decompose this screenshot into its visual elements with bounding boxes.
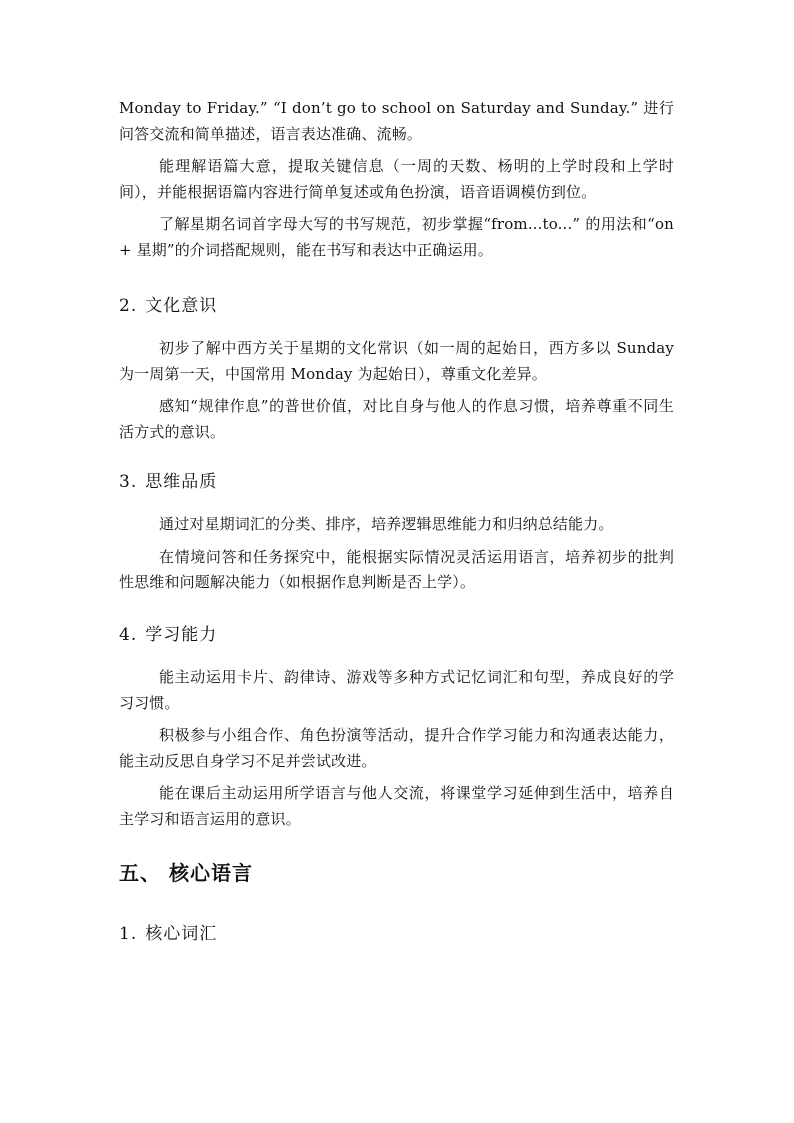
thinking-section	[119, 470, 674, 603]
core-language-heading: 五、 核心语言	[119, 861, 253, 885]
core-vocabulary-heading	[119, 922, 674, 946]
learning-section	[119, 623, 674, 839]
culture-heading-number: 2.	[119, 296, 138, 316]
culture-paragraph-2: 感知“规律作息”的普世价值，对比自身与他人的作息习惯，培养尊重不同生活方式的意识。	[119, 397, 674, 441]
core-vocabulary-section	[119, 922, 674, 946]
culture-heading	[119, 294, 674, 318]
thinking-heading-title: 思维品质	[145, 472, 218, 492]
intro-paragraph-3: 了解星期名词首字母大写的书写规范，初步掌握“from...to...” 的用法和“on + 星期”的介词搭配规则，能在书写和表达中正确运用。	[119, 215, 674, 259]
thinking-paragraph-2: 在情境问答和任务探究中，能根据实际情况灵活运用语言，培养初步的批判性思维和问题解决能力（如根据作息判断是否上学）。	[119, 547, 674, 591]
thinking-paragraph-1: 通过对星期词汇的分类、排序，培养逻辑思维能力和归纳总结能力。	[159, 515, 614, 533]
culture-heading-title: 文化意识	[145, 296, 218, 316]
intro-paragraph-2: 能理解语篇大意，提取关键信息（一周的天数、杨明的上学时段和上学时间），并能根据语篇内容进行简单复述或角色扮演，语音语调模仿到位。	[119, 157, 674, 201]
culture-paragraph-1: 初步了解中西方关于星期的文化常识（如一周的起始日，西方多以 Sunday 为一周第一天，中国常用 Monday 为起始日），尊重文化差异。	[119, 339, 674, 383]
learning-heading-number: 4.	[119, 625, 138, 645]
intro-section	[119, 96, 674, 270]
thinking-heading	[119, 470, 674, 494]
culture-section	[119, 294, 674, 452]
core-language-section	[119, 859, 674, 887]
learning-paragraph-3: 能在课后主动运用所学语言与他人交流，将课堂学习延伸到生活中，培养自主学习和语言运用的意识。	[119, 784, 674, 828]
intro-paragraph-1: Monday to Friday.” “I don’t go to school on Saturday and Sunday.” 进行问答交流和简单描述，语言表达准确、流畅。	[119, 99, 674, 143]
learning-paragraph-1: 能主动运用卡片、韵律诗、游戏等多种方式记忆词汇和句型，养成良好的学习习惯。	[119, 668, 674, 712]
learning-heading	[119, 623, 674, 647]
thinking-heading-number: 3.	[119, 472, 138, 492]
core-vocabulary-heading-title: 核心词汇	[145, 924, 218, 944]
learning-paragraph-2: 积极参与小组合作、角色扮演等活动，提升合作学习能力和沟通表达能力，能主动反思自身学习不足并尝试改进。	[119, 726, 674, 770]
learning-heading-title: 学习能力	[145, 625, 218, 645]
core-vocabulary-heading-number: 1.	[119, 924, 138, 944]
